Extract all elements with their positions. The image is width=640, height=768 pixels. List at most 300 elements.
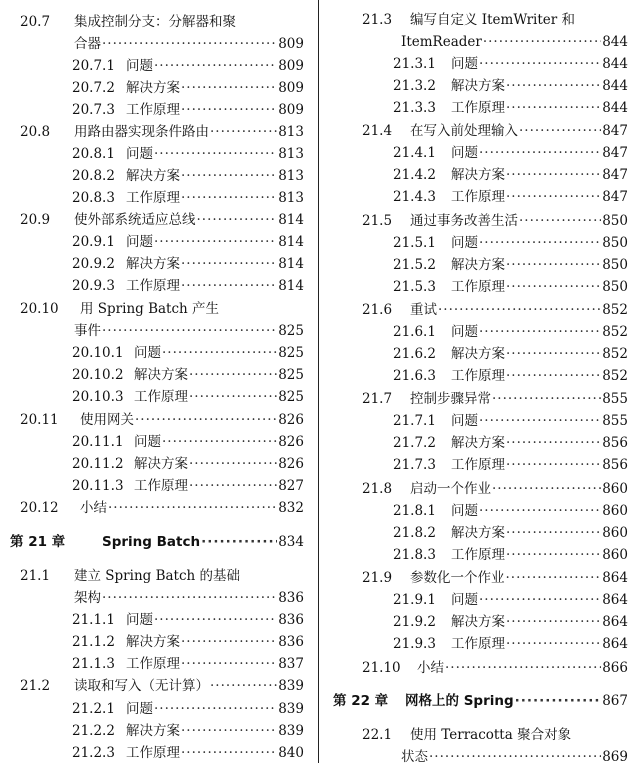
subsection-entry	[10, 742, 304, 764]
entry-number: 21.5.3	[393, 279, 436, 295]
subsection-entry	[333, 343, 628, 365]
page-number: 813	[278, 146, 304, 162]
page-number: 839	[278, 678, 304, 694]
entry-title: 问题	[134, 345, 161, 361]
section-entry	[333, 31, 628, 53]
page-number: 864	[602, 570, 628, 586]
page-number: 814	[278, 278, 304, 294]
entry-title: 问题	[451, 324, 478, 340]
dot-leader	[181, 720, 277, 742]
entry-number: 20.10.1	[72, 345, 124, 361]
subsection-entry	[10, 653, 304, 675]
subsection-entry	[333, 276, 628, 298]
page-number: 856	[602, 457, 628, 473]
subsection-entry	[10, 165, 304, 187]
subsection-entry	[333, 544, 628, 566]
dot-leader	[479, 410, 601, 432]
entry-number: 20.9.1	[72, 234, 115, 250]
entry-title: 问题	[126, 146, 153, 162]
entry-title: 架构	[74, 590, 101, 606]
page-number: 850	[602, 279, 628, 295]
entry-title: 解决方案	[451, 525, 505, 541]
subsection-entry	[10, 99, 304, 121]
entry-number: 21.8.1	[393, 503, 436, 519]
dot-leader	[506, 97, 601, 119]
section-entry	[10, 409, 304, 431]
entry-title: 工作原理	[451, 457, 505, 473]
dot-leader	[515, 690, 602, 712]
entry-title: 问题	[126, 234, 153, 250]
subsection-entry	[333, 500, 628, 522]
entry-title: 解决方案	[126, 80, 180, 96]
entry-title: 小结	[417, 660, 444, 676]
dot-leader	[479, 589, 601, 611]
subsection-entry	[333, 254, 628, 276]
subsection-entry	[333, 53, 628, 75]
dot-leader	[108, 497, 277, 519]
page-number: 836	[278, 634, 304, 650]
dot-leader	[506, 522, 601, 544]
dot-leader	[189, 386, 277, 408]
entry-number: 21.3.1	[393, 56, 436, 72]
dot-leader	[210, 121, 277, 143]
page-number: 832	[278, 500, 304, 516]
page-number: 844	[602, 56, 628, 72]
subsection-entry	[10, 453, 304, 475]
entry-number: 21.4.3	[393, 189, 436, 205]
page-number: 840	[278, 745, 304, 761]
entry-title: 解决方案	[451, 614, 505, 630]
page-number: 826	[278, 434, 304, 450]
entry-number: 20.10.2	[72, 367, 124, 383]
entry-number: 21.8.2	[393, 525, 436, 541]
dot-leader	[181, 99, 277, 121]
page-number: 860	[602, 525, 628, 541]
subsection-entry	[333, 186, 628, 208]
subsection-entry	[333, 410, 628, 432]
subsection-entry	[10, 475, 304, 497]
page-number: 825	[278, 367, 304, 383]
dot-leader	[181, 275, 277, 297]
entry-number: 21.7	[362, 391, 393, 407]
entry-number: 20.7.1	[72, 58, 115, 74]
entry-number: 20.11.3	[72, 478, 124, 494]
page-number: 869	[602, 749, 628, 765]
entry-title: 工作原理	[451, 368, 505, 384]
page-number: 836	[278, 612, 304, 628]
section-entry	[333, 210, 628, 232]
entry-title: 建立 Spring Batch 的基础	[74, 568, 241, 584]
dot-leader	[162, 342, 277, 364]
entry-number: 第 22 章	[333, 693, 389, 709]
entry-title: 问题	[451, 145, 478, 161]
entry-title: 解决方案	[451, 435, 505, 451]
entry-number: 21.7.1	[393, 413, 436, 429]
page-number: 837	[278, 656, 304, 672]
dot-leader	[181, 631, 277, 653]
subsection-entry	[10, 431, 304, 453]
subsection-entry	[333, 589, 628, 611]
entry-title: 解决方案	[134, 367, 188, 383]
dot-leader	[181, 742, 277, 764]
dot-leader	[506, 276, 601, 298]
page-number: 825	[278, 323, 304, 339]
subsection-entry	[10, 231, 304, 253]
entry-number: 21.6.2	[393, 346, 436, 362]
dot-leader	[201, 531, 277, 553]
dot-leader	[479, 500, 601, 522]
page-number: 852	[602, 324, 628, 340]
entry-title: 解决方案	[451, 167, 505, 183]
section-entry	[10, 565, 304, 587]
entry-title: 工作原理	[451, 189, 505, 205]
entry-number: 21.4.1	[393, 145, 436, 161]
page-number: 826	[278, 456, 304, 472]
entry-title: 工作原理	[451, 100, 505, 116]
entry-number: 21.5	[362, 213, 393, 229]
entry-number: 20.12	[20, 500, 59, 516]
page-number: 856	[602, 435, 628, 451]
entry-number: 21.4	[362, 123, 393, 139]
page-number: 855	[602, 391, 628, 407]
page-number: 814	[278, 212, 304, 228]
page-number: 860	[602, 503, 628, 519]
dot-leader	[154, 609, 277, 631]
subsection-entry	[10, 143, 304, 165]
entry-number: 21.8	[362, 481, 393, 497]
dot-leader	[181, 187, 277, 209]
dot-leader	[154, 55, 277, 77]
entry-title: 问题	[126, 612, 153, 628]
entry-title: 问题	[451, 592, 478, 608]
subsection-entry	[333, 522, 628, 544]
page-number: 813	[278, 190, 304, 206]
entry-title: 工作原理	[134, 478, 188, 494]
dot-leader	[102, 587, 277, 609]
entry-title: 工作原理	[126, 656, 180, 672]
page-number: 852	[602, 368, 628, 384]
entry-number: 20.8.2	[72, 168, 115, 184]
entry-title: 读取和写入（无计算）	[74, 678, 209, 694]
entry-number: 20.11.1	[72, 434, 124, 450]
entry-title: 解决方案	[451, 78, 505, 94]
entry-title: 集成控制分支：分解器和聚	[74, 14, 236, 30]
page-number: 839	[278, 723, 304, 739]
entry-title: 解决方案	[126, 723, 180, 739]
section-entry	[10, 320, 304, 342]
section-entry	[10, 121, 304, 143]
section-entry	[10, 497, 304, 519]
subsection-entry	[10, 631, 304, 653]
section-entry	[333, 299, 628, 321]
dot-leader	[154, 698, 277, 720]
entry-number: 第 21 章	[10, 534, 66, 550]
page-number: 826	[278, 412, 304, 428]
entry-title: 通过事务改善生活	[410, 213, 518, 229]
entry-title: 问题	[134, 434, 161, 450]
subsection-entry	[333, 232, 628, 254]
page-number: 847	[602, 189, 628, 205]
entry-title: 问题	[126, 701, 153, 717]
dot-leader	[506, 432, 601, 454]
entry-title: 工作原理	[126, 745, 180, 761]
subsection-entry	[333, 142, 628, 164]
page-number: 852	[602, 302, 628, 318]
page-number: 814	[278, 234, 304, 250]
dot-leader	[519, 120, 601, 142]
subsection-entry	[333, 164, 628, 186]
dot-leader	[154, 143, 277, 165]
subsection-entry	[333, 365, 628, 387]
subsection-entry	[10, 275, 304, 297]
page-number: 836	[278, 590, 304, 606]
entry-title: 工作原理	[126, 278, 180, 294]
entry-title: 问题	[451, 413, 478, 429]
dot-leader	[506, 164, 601, 186]
page-number: 850	[602, 235, 628, 251]
entry-title: 重试	[410, 302, 437, 318]
entry-title: 参数化一个作业	[410, 570, 505, 586]
entry-number: 21.3.2	[393, 78, 436, 94]
entry-number: 21.10	[362, 660, 401, 676]
section-entry	[333, 567, 628, 589]
entry-number: 20.7	[20, 14, 51, 30]
subsection-entry	[10, 77, 304, 99]
page-number: 860	[602, 547, 628, 563]
entry-number: 21.6.1	[393, 324, 436, 340]
section-entry	[333, 724, 628, 746]
entry-number: 21.3.3	[393, 100, 436, 116]
page-number: 827	[278, 478, 304, 494]
entry-title: 解决方案	[451, 346, 505, 362]
dot-leader	[154, 231, 277, 253]
entry-title: 编写自定义 ItemWriter 和	[410, 12, 576, 28]
entry-number: 21.2.2	[72, 723, 115, 739]
dot-leader	[506, 186, 601, 208]
page-number: 850	[602, 257, 628, 273]
entry-title: 用 Spring Batch 产生	[80, 301, 220, 317]
entry-title: 工作原理	[134, 389, 188, 405]
entry-title: 状态	[401, 749, 428, 765]
column-divider	[318, 0, 319, 763]
page-number: 809	[278, 36, 304, 52]
entry-number: 21.9.2	[393, 614, 436, 630]
page-number: 866	[602, 660, 628, 676]
dot-leader	[445, 657, 601, 679]
entry-number: 21.2	[20, 678, 51, 694]
dot-leader	[506, 544, 601, 566]
dot-leader	[506, 633, 601, 655]
entry-title: 控制步骤异常	[410, 391, 491, 407]
entry-number: 20.8.1	[72, 146, 115, 162]
section-entry	[333, 9, 628, 31]
entry-title: 工作原理	[451, 547, 505, 563]
subsection-entry	[10, 386, 304, 408]
entry-number: 20.9	[20, 212, 51, 228]
entry-number: 20.10	[20, 301, 59, 317]
entry-title: 网格上的 Spring	[405, 693, 514, 709]
dot-leader	[181, 253, 277, 275]
entry-number: 21.8.3	[393, 547, 436, 563]
entry-number: 20.8	[20, 124, 51, 140]
entry-number: 21.5.1	[393, 235, 436, 251]
dot-leader	[492, 388, 601, 410]
dot-leader	[479, 142, 601, 164]
page-number: 855	[602, 413, 628, 429]
entry-number: 21.1.3	[72, 656, 115, 672]
subsection-entry	[10, 55, 304, 77]
page-number: 847	[602, 167, 628, 183]
dot-leader	[506, 75, 601, 97]
entry-title: 在写入前处理输入	[410, 123, 518, 139]
subsection-entry	[10, 253, 304, 275]
page-number: 850	[602, 213, 628, 229]
chapter-entry	[10, 531, 304, 553]
subsection-entry	[333, 633, 628, 655]
subsection-entry	[333, 321, 628, 343]
dot-leader	[506, 343, 601, 365]
entry-title: 解决方案	[126, 168, 180, 184]
page-number: 852	[602, 346, 628, 362]
entry-title: 解决方案	[451, 257, 505, 273]
dot-leader	[506, 567, 602, 589]
section-entry	[333, 478, 628, 500]
dot-leader	[479, 232, 601, 254]
page-number: 867	[602, 693, 628, 709]
dot-leader	[102, 320, 277, 342]
entry-number: 21.1.1	[72, 612, 115, 628]
entry-number: 20.7.3	[72, 102, 115, 118]
dot-leader	[189, 364, 277, 386]
entry-number: 21.9	[362, 570, 393, 586]
page-number: 809	[278, 80, 304, 96]
entry-number: 21.6	[362, 302, 393, 318]
section-entry	[10, 587, 304, 609]
entry-number: 21.6.3	[393, 368, 436, 384]
page-number: 813	[278, 168, 304, 184]
page-number: 864	[602, 614, 628, 630]
dot-leader	[189, 475, 277, 497]
entry-title: 小结	[80, 500, 107, 516]
page-number: 844	[602, 100, 628, 116]
entry-title: 启动一个作业	[410, 481, 491, 497]
page-number: 814	[278, 256, 304, 272]
entry-title: 工作原理	[126, 102, 180, 118]
dot-leader	[506, 454, 601, 476]
dot-leader	[506, 611, 601, 633]
entry-title: 问题	[126, 58, 153, 74]
subsection-entry	[10, 698, 304, 720]
section-entry	[10, 298, 304, 320]
dot-leader	[438, 299, 601, 321]
entry-number: 21.3	[362, 12, 393, 28]
subsection-entry	[333, 75, 628, 97]
entry-title: Spring Batch	[102, 534, 201, 550]
dot-leader	[506, 365, 601, 387]
page-number: 834	[278, 534, 304, 550]
section-entry	[10, 675, 304, 697]
entry-title: 问题	[451, 503, 478, 519]
page-number: 864	[602, 636, 628, 652]
subsection-entry	[333, 454, 628, 476]
subsection-entry	[333, 611, 628, 633]
entry-number: 22.1	[362, 727, 393, 743]
subsection-entry	[333, 97, 628, 119]
page-number: 847	[602, 123, 628, 139]
page-number: 864	[602, 592, 628, 608]
subsection-entry	[10, 342, 304, 364]
subsection-entry	[10, 364, 304, 386]
entry-number: 21.1.2	[72, 634, 115, 650]
entry-number: 21.2.3	[72, 745, 115, 761]
entry-title: 合器	[74, 36, 101, 52]
section-entry	[333, 657, 628, 679]
page-number: 847	[602, 145, 628, 161]
dot-leader	[479, 321, 601, 343]
entry-number: 20.8.3	[72, 190, 115, 206]
entry-number: 21.9.1	[393, 592, 436, 608]
page-number: 813	[278, 124, 304, 140]
entry-number: 20.10.3	[72, 389, 124, 405]
entry-number: 21.5.2	[393, 257, 436, 273]
entry-title: 解决方案	[126, 634, 180, 650]
entry-number: 21.1	[20, 568, 51, 584]
entry-number: 21.4.2	[393, 167, 436, 183]
subsection-entry	[333, 432, 628, 454]
section-entry	[10, 209, 304, 231]
entry-title: 使用网关	[80, 412, 134, 428]
section-entry	[333, 388, 628, 410]
section-entry	[333, 120, 628, 142]
dot-leader	[506, 254, 601, 276]
entry-title: 解决方案	[126, 256, 180, 272]
entry-number: 20.11	[20, 412, 59, 428]
page-number: 809	[278, 58, 304, 74]
section-entry	[10, 33, 304, 55]
entry-title: 工作原理	[451, 636, 505, 652]
page-number: 825	[278, 345, 304, 361]
dot-leader	[102, 33, 277, 55]
entry-title: 问题	[451, 235, 478, 251]
dot-leader	[189, 453, 277, 475]
dot-leader	[197, 209, 278, 231]
page-number: 844	[602, 34, 628, 50]
entry-number: 21.7.2	[393, 435, 436, 451]
entry-title: 工作原理	[126, 190, 180, 206]
entry-number: 21.9.3	[393, 636, 436, 652]
dot-leader	[210, 675, 277, 697]
entry-number: 21.2.1	[72, 701, 115, 717]
entry-number: 20.9.3	[72, 278, 115, 294]
dot-leader	[479, 53, 601, 75]
dot-leader	[181, 165, 277, 187]
page-number: 839	[278, 701, 304, 717]
dot-leader	[429, 746, 601, 768]
entry-title: ItemReader	[401, 34, 482, 50]
subsection-entry	[10, 720, 304, 742]
section-entry	[333, 746, 628, 768]
entry-title: 问题	[451, 56, 478, 72]
entry-title: 用路由器实现条件路由	[74, 124, 209, 140]
entry-title: 工作原理	[451, 279, 505, 295]
dot-leader	[135, 409, 277, 431]
dot-leader	[519, 210, 601, 232]
page-number: 860	[602, 481, 628, 497]
entry-number: 20.11.2	[72, 456, 124, 472]
entry-title: 事件	[74, 323, 101, 339]
dot-leader	[162, 431, 277, 453]
entry-number: 20.7.2	[72, 80, 115, 96]
